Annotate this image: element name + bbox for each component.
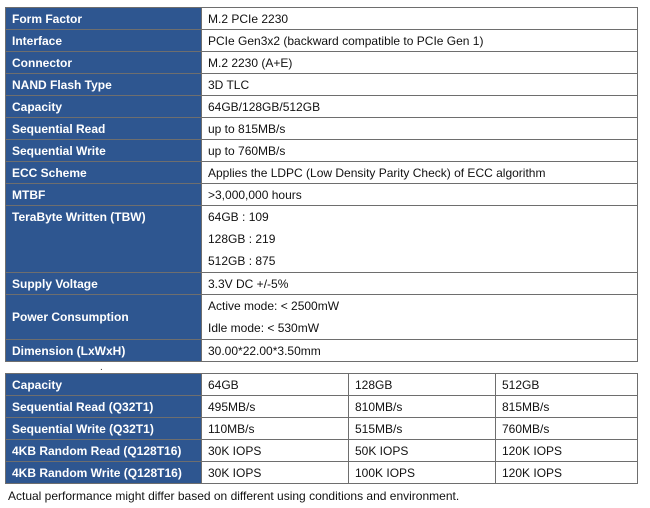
spec-row-capacity [6, 96, 638, 118]
spec-value-power [202, 295, 638, 340]
spec-label: Sequential Write [6, 140, 202, 162]
spec-row-interface [6, 30, 638, 52]
perf-cell: 50K IOPS [349, 440, 496, 462]
spec-label: Dimension (LxWxH) [6, 340, 202, 362]
perf-label: Sequential Read (Q32T1) [6, 396, 202, 418]
separator-mark: . [100, 362, 103, 373]
spec-label: Interface [6, 30, 202, 52]
perf-cell: 120K IOPS [496, 440, 638, 462]
performance-note: Actual performance might differ based on different using conditions and environment. [8, 489, 460, 503]
spec-label: Supply Voltage [6, 273, 202, 295]
tbw-512gb: 512GB : 875 [208, 254, 276, 268]
perf-row-sequential-write [6, 418, 638, 440]
perf-label: Capacity [6, 374, 202, 396]
spec-value: 30.00*22.00*3.50mm [202, 340, 638, 362]
perf-cell: 110MB/s [202, 418, 349, 440]
spec-label: MTBF [6, 184, 202, 206]
spec-label: Capacity [6, 96, 202, 118]
spec-value: up to 760MB/s [202, 140, 638, 162]
spec-label: Connector [6, 52, 202, 74]
spec-value-tbw [202, 206, 638, 273]
perf-row-4kb-random-write [6, 462, 638, 484]
spec-row-form-factor [6, 8, 638, 30]
perf-col-128gb: 128GB [349, 374, 496, 396]
spec-label: ECC Scheme [6, 162, 202, 184]
power-active-mode: Active mode: < 2500mW [208, 299, 340, 313]
perf-cell: 760MB/s [496, 418, 638, 440]
spec-label: Sequential Read [6, 118, 202, 140]
spec-row-sequential-write [6, 140, 638, 162]
spec-row-nand-flash-type [6, 74, 638, 96]
perf-label: 4KB Random Read (Q128T16) [6, 440, 202, 462]
spec-label: NAND Flash Type [6, 74, 202, 96]
perf-cell: 30K IOPS [202, 462, 349, 484]
spec-value: M.2 2230 (A+E) [202, 52, 638, 74]
perf-cell: 515MB/s [349, 418, 496, 440]
spec-value: 64GB/128GB/512GB [202, 96, 638, 118]
spec-label: Form Factor [6, 8, 202, 30]
spec-row-dimension [6, 340, 638, 362]
perf-cell: 495MB/s [202, 396, 349, 418]
perf-header-row [6, 374, 638, 396]
spec-row-tbw [6, 206, 638, 273]
tbw-128gb: 128GB : 219 [208, 232, 276, 246]
spec-row-sequential-read [6, 118, 638, 140]
perf-cell: 30K IOPS [202, 440, 349, 462]
specifications-table [5, 7, 638, 362]
spec-row-power-consumption [6, 295, 638, 340]
perf-col-64gb: 64GB [202, 374, 349, 396]
perf-cell: 100K IOPS [349, 462, 496, 484]
spec-row-connector [6, 52, 638, 74]
spec-value: M.2 PCIe 2230 [202, 8, 638, 30]
spec-row-supply-voltage [6, 273, 638, 295]
perf-row-4kb-random-read [6, 440, 638, 462]
spec-value: >3,000,000 hours [202, 184, 638, 206]
spec-value: 3.3V DC +/-5% [202, 273, 638, 295]
performance-table [5, 373, 638, 484]
power-idle-mode: Idle mode: < 530mW [208, 321, 320, 335]
spec-row-mtbf [6, 184, 638, 206]
spec-value: 3D TLC [202, 74, 638, 96]
perf-cell: 120K IOPS [496, 462, 638, 484]
perf-label: Sequential Write (Q32T1) [6, 418, 202, 440]
spec-row-ecc-scheme [6, 162, 638, 184]
spec-label: Power Consumption [6, 295, 202, 340]
perf-cell: 815MB/s [496, 396, 638, 418]
perf-row-sequential-read [6, 396, 638, 418]
perf-cell: 810MB/s [349, 396, 496, 418]
spec-label: TeraByte Written (TBW) [6, 206, 202, 273]
spec-value: up to 815MB/s [202, 118, 638, 140]
tbw-64gb: 64GB : 109 [208, 210, 269, 224]
spec-value: PCIe Gen3x2 (backward compatible to PCIe Gen 1) [202, 30, 638, 52]
perf-label: 4KB Random Write (Q128T16) [6, 462, 202, 484]
perf-col-512gb: 512GB [496, 374, 638, 396]
spec-value: Applies the LDPC (Low Density Parity Check) of ECC algorithm [202, 162, 638, 184]
